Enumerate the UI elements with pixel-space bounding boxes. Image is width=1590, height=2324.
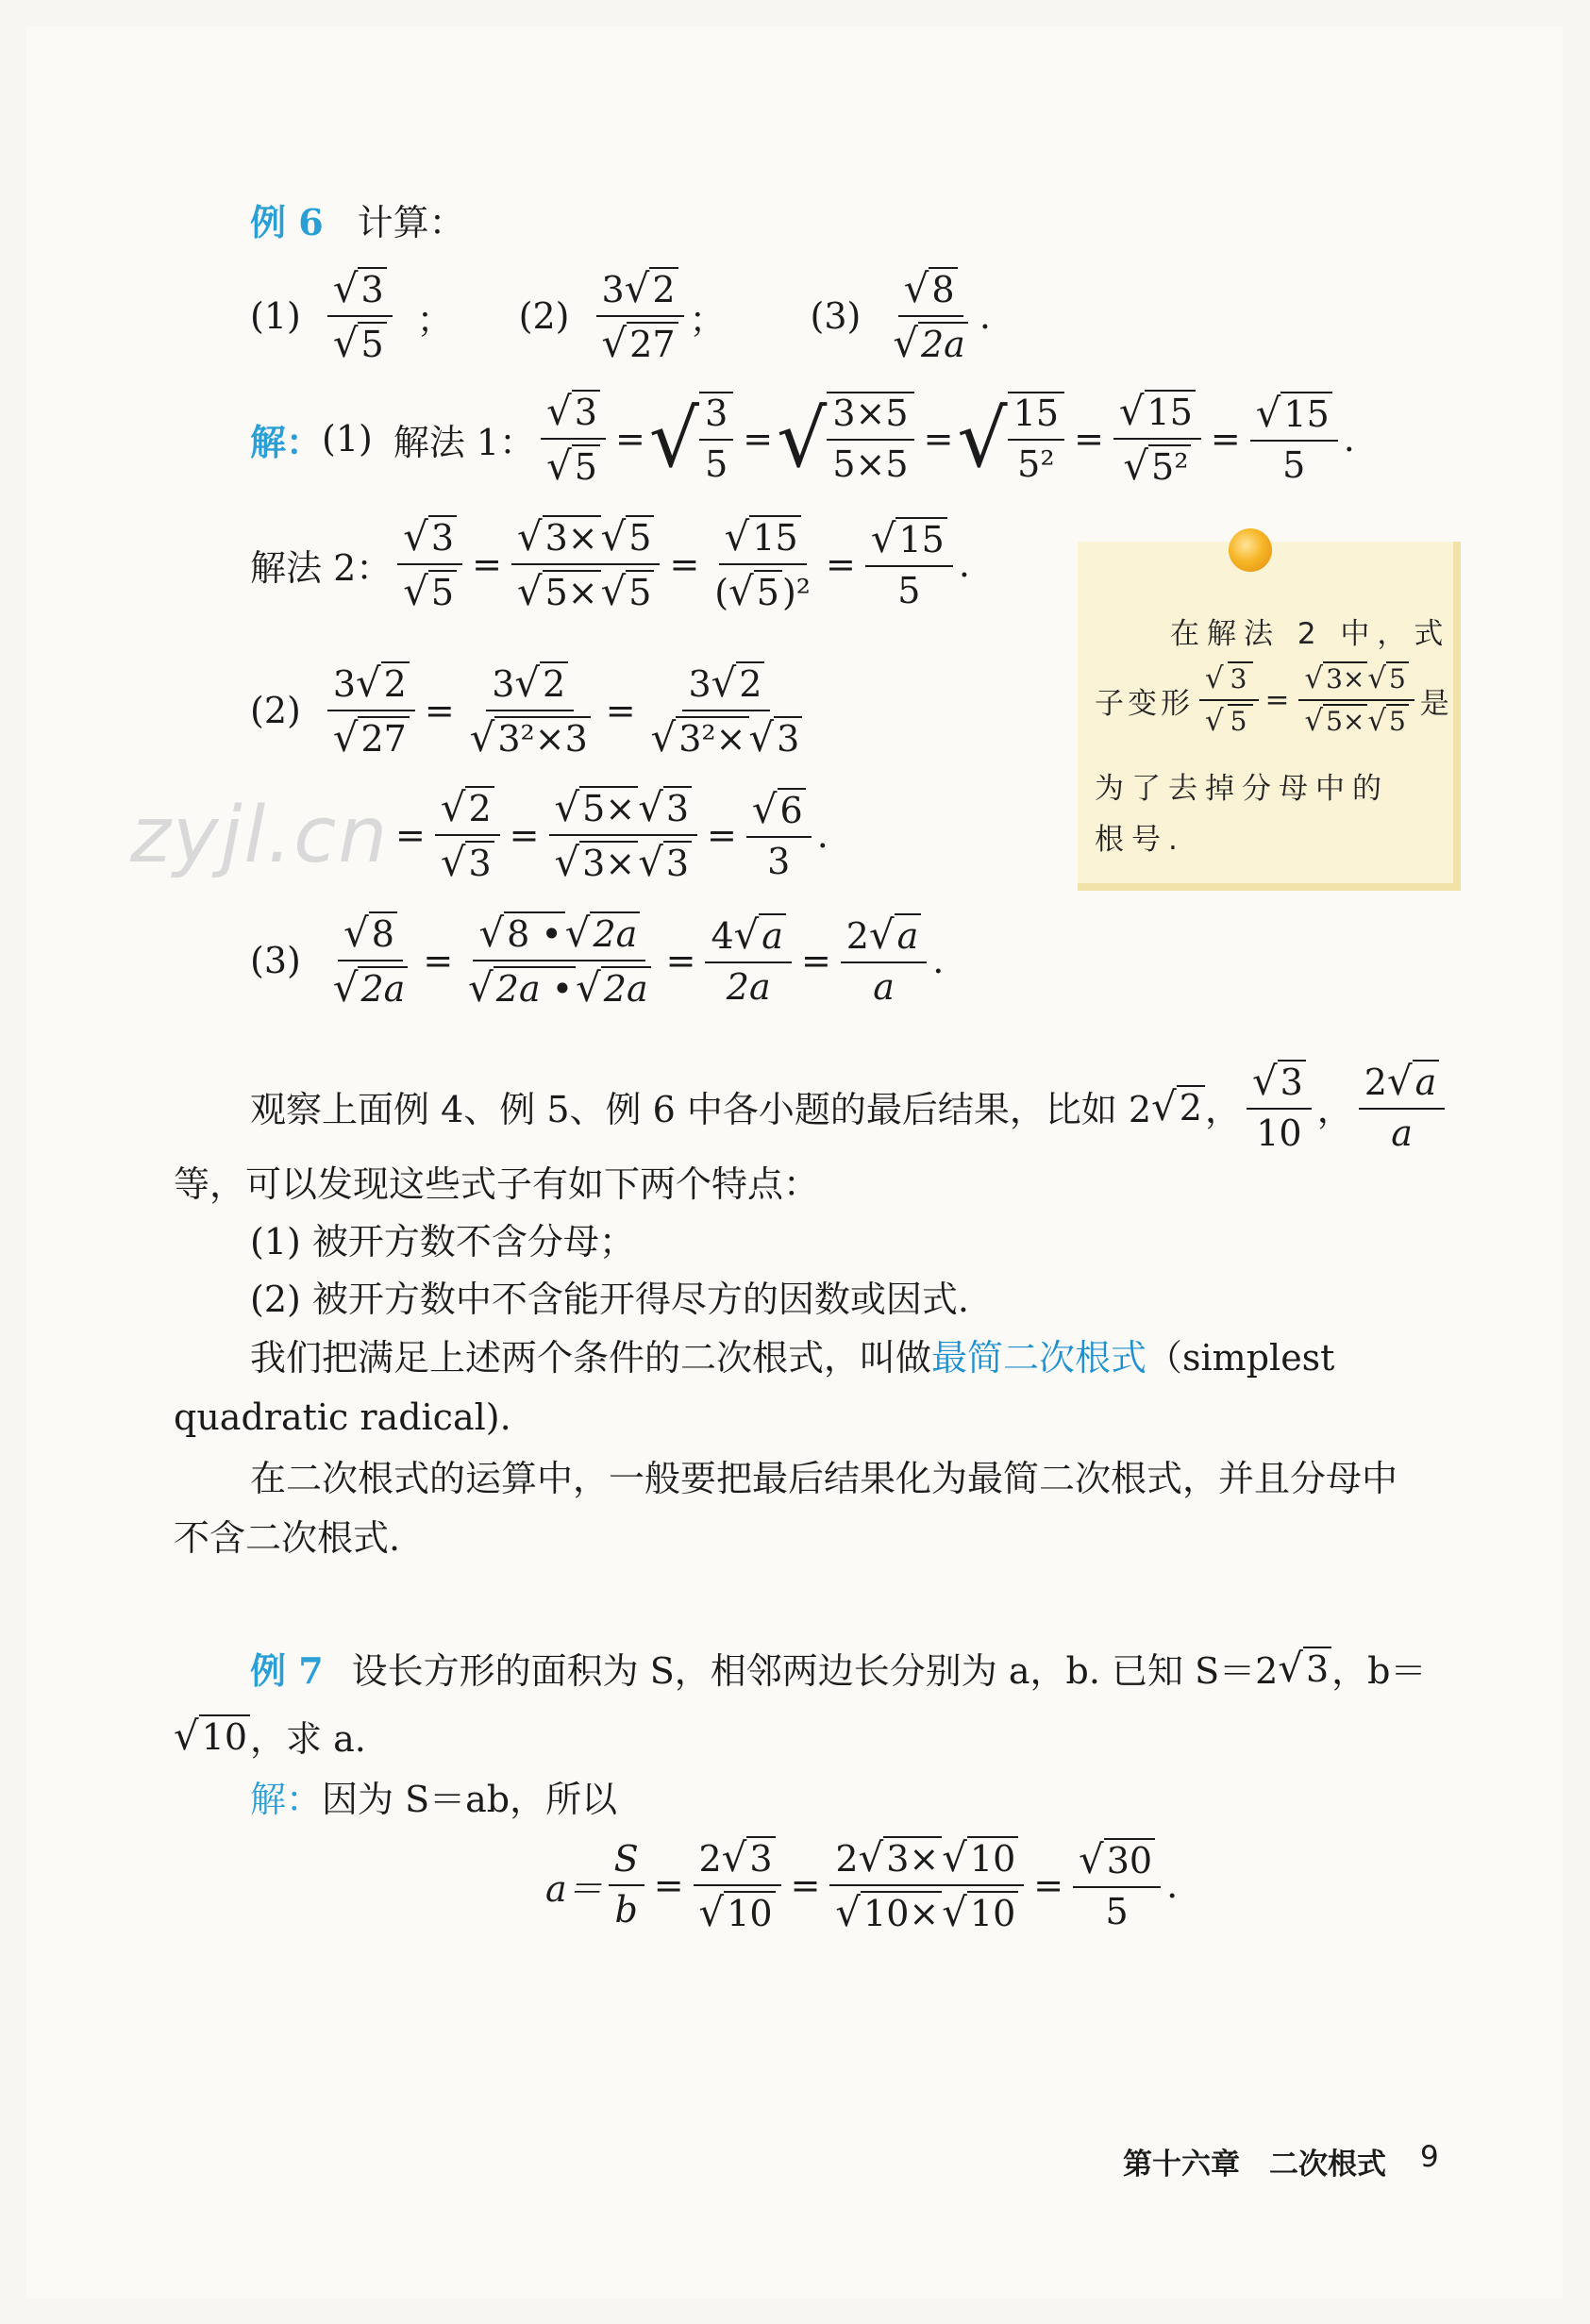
example6-title: 计算：: [357, 202, 465, 243]
val: 3×5: [827, 393, 913, 441]
example7-line-2: √10 ，求 a.: [174, 1710, 366, 1762]
rad: 15: [1280, 392, 1331, 435]
rad: 2a •: [494, 966, 576, 1010]
val: b: [614, 1889, 638, 1931]
rad: 2: [649, 267, 678, 310]
solution-2-line-1: (2) $\frac{3√2}{√27}$ = $\frac{3√2}{\text{√3²×3}}$ = $\frac{3√2}{\text{√3²×√3}}$: [250, 660, 813, 761]
example7-equation: a＝ $\frac{S}{b}$ = $\frac{2√3}{√10}$ = $\frac{2√3\times√10}{√10\times√10}$ = $\frac{√30}{5}$ .: [545, 1834, 1179, 1936]
val: 3: [699, 393, 733, 441]
rad: 5: [1228, 704, 1254, 737]
observe-line-2: 等，可以发现这些式子有如下两个特点：: [174, 1163, 820, 1205]
rad: 5: [428, 570, 457, 613]
period: .: [1343, 418, 1355, 460]
rad: 15: [895, 517, 946, 560]
example7-solution: [250, 1770, 617, 1822]
definition-line-1: [250, 1332, 1334, 1384]
rad: 6: [778, 788, 806, 831]
period: .: [979, 295, 991, 338]
rad: 3: [358, 267, 386, 310]
page-number: 9: [1420, 2140, 1439, 2174]
note-suffix: 是: [1419, 686, 1453, 721]
part-number: (2): [250, 690, 301, 732]
rad: 10: [199, 1714, 250, 1758]
note-line-2: 子变形 $\frac{√ 3}{√ 5}$ = $\frac{√ 3\times√ 5}{√ 5\times√ 5}$ 是: [1095, 661, 1453, 739]
rad: 5: [626, 515, 654, 559]
rad: 3: [663, 841, 692, 884]
note-line-3: 为了去掉分母中的: [1095, 772, 1389, 806]
rad: 3: [428, 515, 457, 559]
solution-1-method-2: 解法 2： $\frac{√3}{√5}$ = $\frac{√3\times√5}{√5\times√5}$ = $\frac{√15}{\text{(√5)²}}$ = $\frac{√15}{5}$ .: [250, 513, 970, 615]
pin-icon: [1229, 528, 1272, 572]
rad: 2a: [590, 911, 640, 955]
solution-text: 因为 S＝ab，所以: [322, 1779, 618, 1820]
rad: a: [1413, 1060, 1440, 1103]
val: 5: [1282, 444, 1306, 487]
rule-line-1: 在二次根式的运算中，一般要把最后结果化为最简二次根式，并且分母中: [250, 1458, 1398, 1499]
rad: 2: [540, 661, 568, 705]
paren: (: [714, 572, 729, 614]
rad: 15: [1145, 390, 1196, 433]
rad: 8 •: [504, 911, 565, 955]
val: 5: [897, 570, 921, 612]
solution-2-line-2: = $\frac{√2}{√3}$ = $\frac{√5\times√3}{√3\times√3}$ = $\frac{√6}{3}$ .: [395, 784, 828, 886]
val: S: [609, 1839, 644, 1886]
rad: 3×: [1323, 661, 1367, 694]
method-label: 解法 1：: [393, 421, 536, 463]
rad: 15: [749, 515, 800, 559]
rad: 3: [663, 786, 692, 829]
coef: 2: [835, 1838, 859, 1880]
chapter-title: 第十六章 二次根式: [1123, 2148, 1386, 2182]
example6-problems: [250, 266, 991, 366]
coef: 3: [332, 663, 357, 705]
rad: 2a: [601, 966, 651, 1010]
solution-3: (3) $\frac{√8}{√2a}$ = $\frac{√8 •√2a}{√2a •√2a}$ = $\frac{4√a}{2a}$ = $\frac{2√a}{a}$ .: [250, 910, 945, 1012]
rad: 2: [1177, 1085, 1205, 1129]
note-line-4: 根号.: [1095, 823, 1185, 857]
problem-3-number: (3): [810, 295, 862, 338]
rad: 5×: [543, 570, 601, 613]
coef: 2: [1364, 1062, 1387, 1103]
watermark: zyjl.cn: [130, 791, 390, 880]
rad: 3×: [543, 515, 601, 559]
note-line-1: 在解法 2 中，式: [1170, 617, 1451, 651]
problem-2-number: (2): [518, 295, 570, 338]
rad: 3×: [883, 1836, 942, 1880]
feature-1: (1) 被开方数不含分母；: [250, 1221, 635, 1262]
rad: 3: [572, 390, 600, 433]
val: 15: [1008, 393, 1064, 441]
problem-2-fraction: $\frac{3√2}{√27}$: [596, 266, 684, 366]
rad: 10×: [861, 1891, 942, 1934]
rad: 5×: [579, 786, 638, 829]
eq-lhs: a＝: [545, 1867, 603, 1910]
coef: 2: [845, 915, 869, 958]
val: a: [1391, 1112, 1413, 1155]
rad: 3²×: [676, 716, 748, 760]
rule-line-2: 不含二次根式.: [174, 1517, 401, 1559]
definition-term: 最简二次根式: [931, 1337, 1147, 1379]
rad: a: [895, 913, 922, 957]
rad: 5²: [1148, 444, 1191, 488]
val: a: [873, 966, 895, 1009]
val: 10: [1256, 1112, 1302, 1155]
part-number: (1): [322, 418, 373, 460]
semicolon: ；: [689, 298, 726, 341]
val: 5: [1105, 1891, 1129, 1933]
rad: 3: [1228, 661, 1254, 694]
part-number: (3): [250, 940, 301, 982]
rad: 2a: [358, 966, 408, 1010]
period: .: [816, 814, 828, 857]
method-label: 解法 2：: [250, 546, 393, 589]
coef: 4: [711, 915, 734, 958]
problem-3-fraction: $\frac{√8}{√2a}$: [887, 266, 973, 366]
example7-question: ，求 a.: [250, 1718, 366, 1760]
rad: 3: [465, 841, 494, 884]
rad: 10: [724, 1891, 775, 1934]
definition-line-2: quadratic radical).: [174, 1396, 511, 1438]
observe-line-1: 观察上面例 4、例 5、例 6 中各小题的最后结果，比如 2 √2 ， $\frac{√3}{10}$ ， $\frac{2√a}{a}$: [250, 1059, 1450, 1155]
solution-label: 解：: [250, 420, 323, 463]
problem-1-number: (1): [250, 295, 301, 338]
observe-text: 观察上面例 4、例 5、例 6 中各小题的最后结果，比如 2: [250, 1089, 1152, 1131]
rad: 3: [1303, 1647, 1331, 1690]
note-prefix: 子变形: [1095, 686, 1194, 721]
rad: 5: [572, 444, 600, 488]
coef: 3: [601, 269, 625, 310]
rad: 27: [358, 716, 409, 760]
rad: 2: [465, 786, 494, 829]
example7-tail: ，b＝: [1331, 1650, 1427, 1692]
rad: 8: [369, 911, 397, 955]
rad: 27: [627, 322, 678, 365]
example6-label: 例 6: [250, 201, 324, 243]
rad: 3×: [579, 841, 638, 884]
definition-english: （simplest: [1146, 1337, 1335, 1379]
semicolon: ；: [416, 298, 453, 341]
rad: 5×: [1323, 704, 1367, 737]
problem-1-fraction: $\frac{√3}{√5}$: [327, 266, 393, 366]
rad: 3: [1278, 1060, 1306, 1103]
coef: 3: [492, 663, 515, 705]
rad: 8: [929, 267, 957, 310]
coef: 2: [698, 1838, 722, 1880]
rad: 5: [626, 570, 654, 613]
rad: 5: [1386, 704, 1409, 737]
comma: ，: [1316, 1089, 1353, 1131]
val: 2a: [726, 966, 771, 1009]
rad: 2: [381, 661, 410, 705]
rad: a: [759, 913, 786, 957]
example6-header: [250, 193, 465, 245]
period: .: [1166, 1864, 1179, 1907]
side-note: [1078, 542, 1461, 891]
solution-1-method-1: 解： (1) 解法 1： $\frac{√3}{√5}$ = √ $\frac{3}{5}$ = √ $\frac{3\times 5}{5\times 5}$ = √ $\frac{15}{\text{5²}}$ = $\frac{√15}{\text{√5²}}$ = $\frac{√15}{5}$ .: [250, 388, 1355, 490]
example7-line-1: 例 7 设长方形的面积为 S，相邻两边长分别为 a，b. 已知 S＝2 √3 ，b＝: [250, 1642, 1426, 1694]
definition-text: 我们把满足上述两个条件的二次根式，叫做: [250, 1337, 932, 1379]
rad: 10: [967, 1836, 1018, 1880]
val: 5×5: [832, 443, 909, 486]
rad: 3²×3: [494, 716, 590, 760]
val: 5: [705, 443, 728, 486]
rad: 3: [774, 716, 802, 760]
period: .: [932, 940, 945, 982]
val: 3: [767, 841, 791, 883]
paren: )²: [781, 572, 811, 614]
comma: ，: [1204, 1089, 1241, 1131]
rad: 5: [358, 322, 386, 365]
feature-2: (2) 被开方数中不含能开得尽方的因数或因式.: [250, 1279, 969, 1320]
rad: 2a: [918, 322, 968, 365]
val: 5²: [1017, 443, 1055, 486]
rad: 3: [746, 1836, 775, 1880]
rad: 30: [1104, 1838, 1155, 1881]
rad: 10: [967, 1891, 1018, 1934]
rad: 2: [736, 661, 764, 705]
rad: 5: [1386, 661, 1409, 694]
solution-label: 解：: [250, 1779, 323, 1820]
period: .: [958, 543, 970, 586]
example7-text: 设长方形的面积为 S，相邻两边长分别为 a，b. 已知 S＝2: [351, 1650, 1279, 1692]
example7-label: 例 7: [250, 1649, 324, 1692]
rad: 5: [754, 570, 782, 613]
coef: 3: [688, 663, 711, 705]
